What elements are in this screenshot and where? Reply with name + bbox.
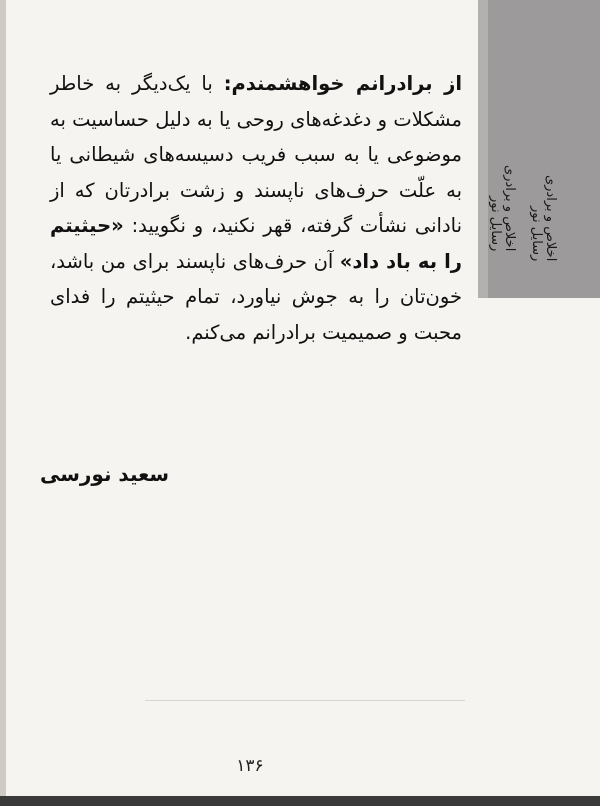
- quote-bold-text: «حیثیتم را به باد داد»: [50, 214, 462, 273]
- paragraph-text-2: آن حرف‌های ناپسند برای من باشد، خون‌تان را به جوش نیاورد، تمام حیثیتم را فدای محبت و صمیمیت برادرانم می‌کنم.: [50, 249, 462, 344]
- side-tab-label-secondary: [529, 175, 557, 261]
- main-paragraph: [50, 66, 462, 350]
- page-bottom-edge: [0, 796, 600, 806]
- footer-divider: [145, 700, 465, 701]
- author-signature: سعید نورسی: [40, 462, 170, 486]
- side-tab-series-2: رسایل نور: [529, 205, 544, 262]
- page-number: ۱۳۶: [236, 756, 264, 776]
- paragraph-text-1: با یک‌دیگر به خاطر مشکلات و دغدغه‌های روحی یا به دلیل حساسیت به موضوعی یا به سبب فریب دسیسه‌های شیطانی یا به علّت حرف‌های ناپسند و زشت برادرتان که از نادانی نشأت گرفته، قهر نکنید، و نگویید:: [50, 72, 462, 237]
- page-left-edge: [0, 0, 6, 806]
- side-tab-label-primary: [488, 165, 516, 251]
- side-tab-title: اخلاص و برادری: [502, 165, 517, 252]
- side-tab-series: رسایل نور: [488, 195, 503, 252]
- lead-bold-text: از برادرانم خواهشمندم:: [223, 72, 462, 95]
- side-tab-title-2: اخلاص و برادری: [543, 175, 558, 262]
